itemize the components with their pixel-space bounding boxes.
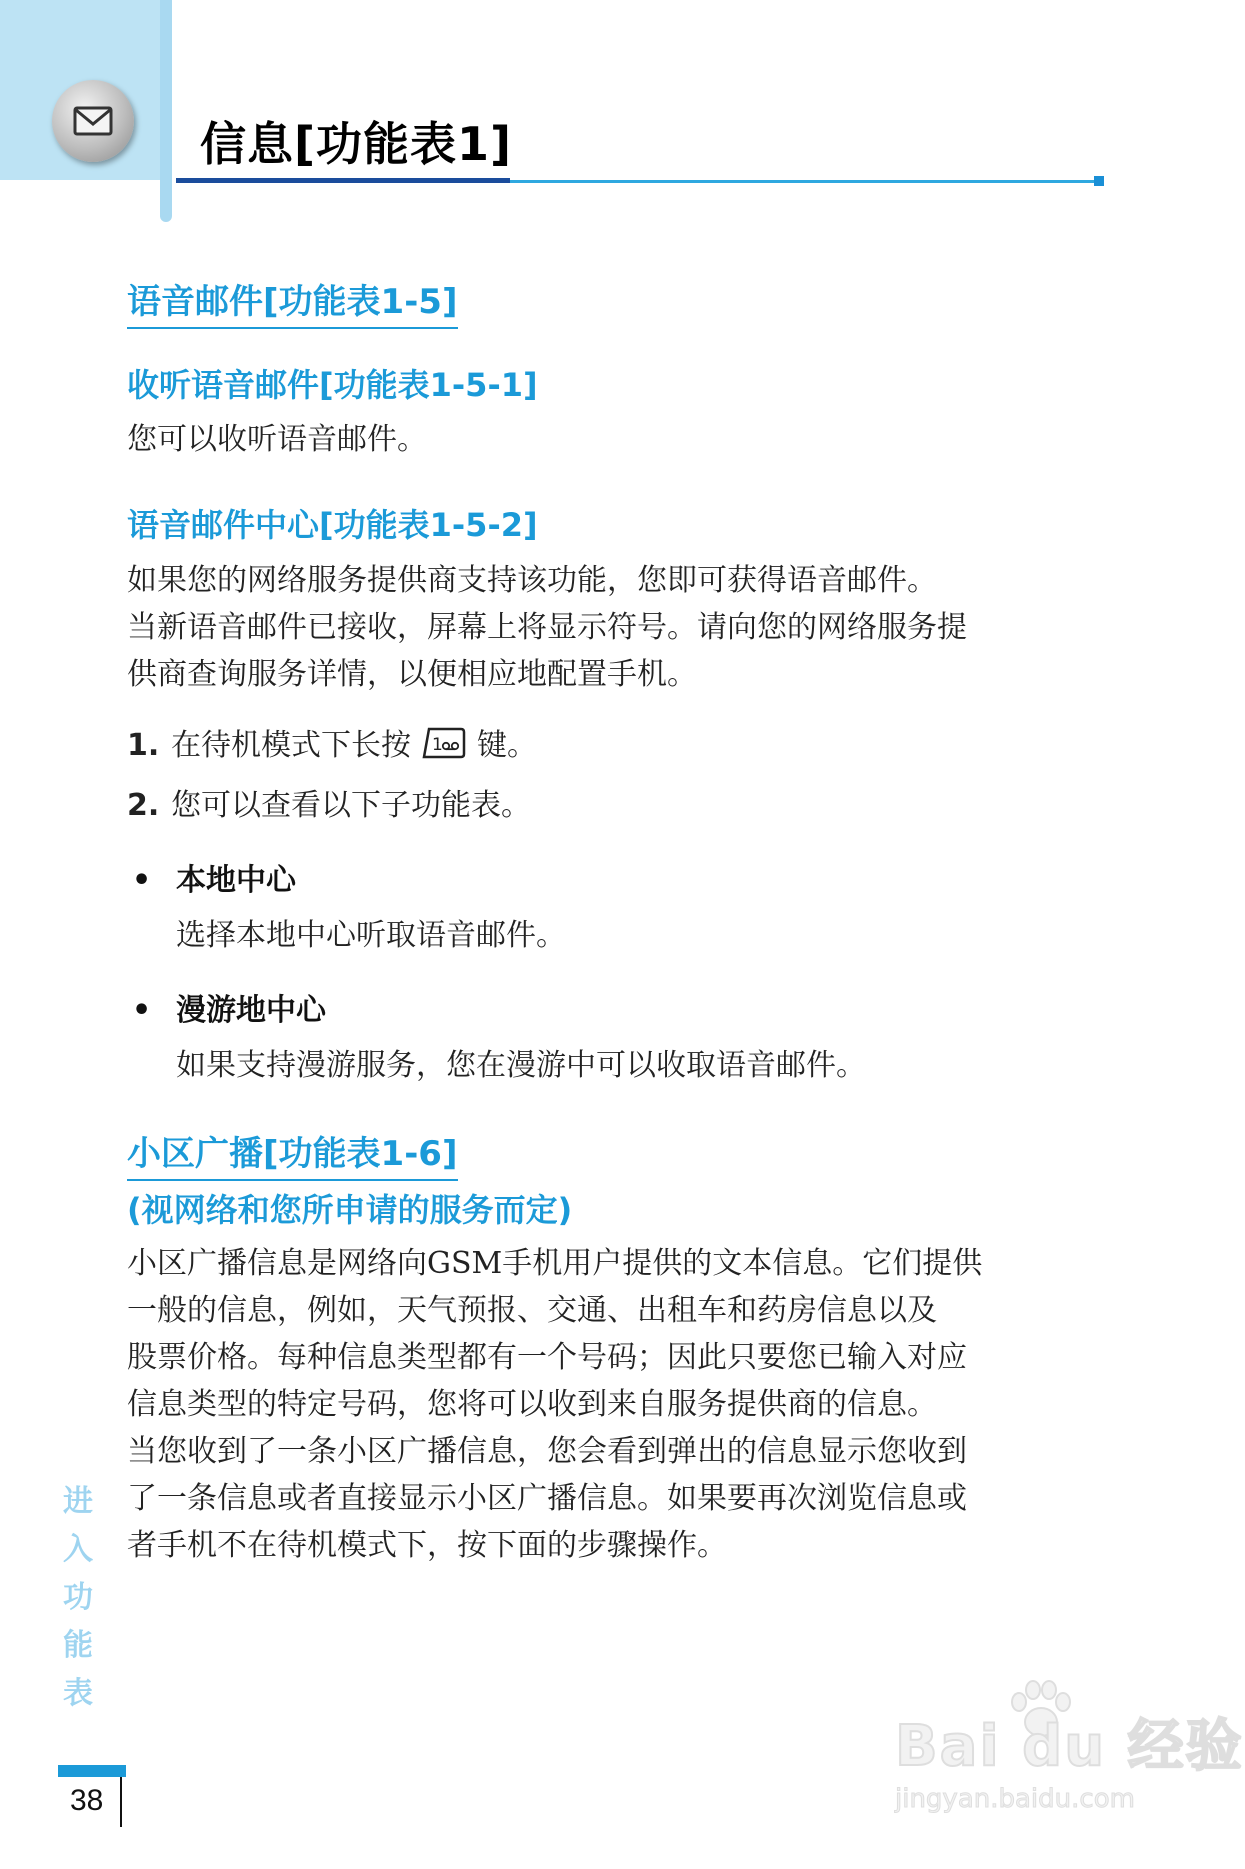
paragraph-line: 一般的信息，例如，天气预报、交通、出租车和药房信息以及 — [127, 1293, 937, 1328]
envelope-icon — [52, 80, 134, 162]
step-1: 1. 在待机模式下长按 1 键。 — [127, 720, 537, 768]
paragraph-line: 了一条信息或者直接显示小区广播信息。如果要再次浏览信息或 — [127, 1481, 967, 1516]
voicemail-center-heading: 语音邮件中心[功能表1-5-2] — [127, 506, 538, 544]
watermark-url: jingyan.baidu.com — [895, 1784, 1135, 1814]
title-rule-light — [510, 180, 1104, 183]
paragraph-line: 小区广播信息是网络向GSM手机用户提供的文本信息。它们提供 — [127, 1246, 983, 1281]
step-number: 2. — [127, 788, 160, 823]
page-number: 38 — [70, 1784, 104, 1817]
bullet-dot: • — [132, 993, 152, 1028]
cell-broadcast-subtitle: (视网络和您所申请的服务而定) — [127, 1191, 573, 1229]
header-vertical-bar — [160, 0, 172, 222]
title-rule-dark — [176, 178, 510, 183]
cell-broadcast-text — [127, 1240, 1107, 1569]
paragraph-line: 者手机不在待机模式下，按下面的步骤操作。 — [127, 1528, 727, 1563]
svg-text:1: 1 — [432, 735, 443, 755]
paragraph-line: 信息类型的特定号码，您将可以收到来自服务提供商的信息。 — [127, 1387, 937, 1422]
voicemail-center-text — [127, 557, 1107, 698]
step-number: 1. — [127, 728, 160, 763]
baidu-watermark — [895, 1702, 1244, 1822]
paragraph-line: 当您收到了一条小区广播信息，您会看到弹出的信息显示您收到 — [127, 1434, 967, 1469]
listen-voicemail-text: 您可以收听语音邮件。 — [127, 422, 427, 457]
side-section-label: 进 入 功 能 表 — [63, 1484, 93, 1711]
voicemail-key-icon — [421, 726, 467, 768]
bullet-roaming-center: • 漫游地中心 — [132, 993, 326, 1028]
page-number-divider — [120, 1777, 122, 1827]
page-number-bar — [58, 1765, 126, 1777]
bullet-local-center: • 本地中心 — [132, 863, 296, 898]
paragraph-line: 股票价格。每种信息类型都有一个号码；因此只要您已输入对应 — [127, 1340, 967, 1375]
paragraph-line: 供商查询服务详情，以便相应地配置手机。 — [127, 657, 697, 692]
bullet-dot: • — [132, 863, 152, 898]
step-2: 2. 您可以查看以下子功能表。 — [127, 788, 531, 823]
paragraph-line: 如果您的网络服务提供商支持该功能，您即可获得语音邮件。 — [127, 563, 937, 598]
title-rule-end — [1094, 176, 1104, 186]
cell-broadcast-heading: 小区广播[功能表1-6] — [127, 1126, 458, 1181]
listen-voicemail-heading: 收听语音邮件[功能表1-5-1] — [127, 366, 538, 404]
paragraph-line: 当新语音邮件已接收，屏幕上将显示符号。请向您的网络服务提 — [127, 610, 967, 645]
bullet-local-center-desc: 选择本地中心听取语音邮件。 — [176, 918, 566, 953]
bullet-roaming-center-desc: 如果支持漫游服务，您在漫游中可以收取语音邮件。 — [176, 1048, 866, 1083]
voicemail-heading: 语音邮件[功能表1-5] — [127, 274, 458, 329]
chapter-title: 信息[功能表1] — [200, 117, 513, 171]
watermark-logo: Bai du 经验 — [895, 1714, 1244, 1779]
